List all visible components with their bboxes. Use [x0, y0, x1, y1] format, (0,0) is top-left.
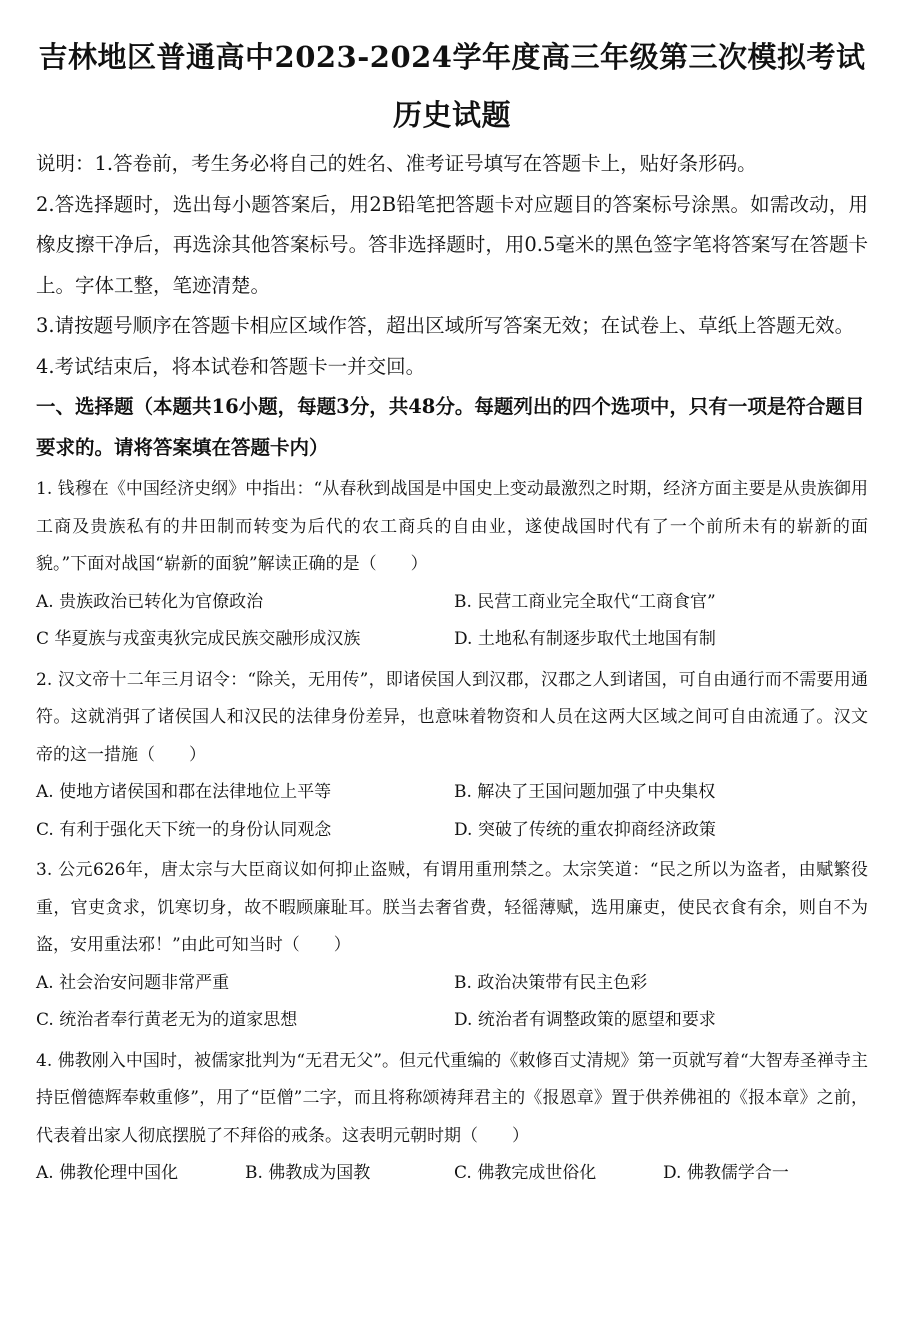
- option-b: B. 民营工商业完全取代“工商食官”: [454, 591, 716, 612]
- question-stem: 4. 佛教刚入中国时，被儒家批判为“无君无父”。但元代重编的《敕修百丈清规》第一页就写着“大智寿圣禅寺主持臣僧德辉奉敕重修”，用了“臣僧”二字，而且将称颂祷拜君主的《报恩章》置于供养佛祖的《报本章》之前，代表着出家人彻底摆脱了不拜俗的戒条。这表明元朝时期（ ）: [36, 1050, 868, 1146]
- options: [36, 1155, 868, 1193]
- option-c: C. 统治者奉行黄老无为的道家思想: [36, 1010, 298, 1030]
- option-a: A. 使地方诸侯国和郡在法律地位上平等: [36, 782, 332, 802]
- instruction-3: 3.请按题号顺序在答题卡相应区域作答，超出区域所写答案无效；在试卷上、草纸上答题无效。: [36, 314, 855, 337]
- instruction-4: 4.考试结束后，将本试卷和答题卡一并交回。: [36, 354, 426, 378]
- exam-title: 吉林地区普通高中2023-2024学年度高三年级第三次模拟考试历史试题: [38, 40, 866, 132]
- option-a: A. 佛教伦理中国化: [36, 1163, 179, 1183]
- question-2: [36, 662, 868, 850]
- instruction-2: 2.答选择题时，选出每小题答案后，用2B铅笔把答题卡对应题目的答案标号涂黑。如需改动，用橡皮擦干净后，再选涂其他答案标号。答非选择题时，用0.5毫米的黑色签字笔将答案写在答题卡上。字体工整，笔迹清楚。: [36, 192, 868, 297]
- option-d: D. 突破了传统的重农抑商经济政策: [454, 819, 716, 840]
- option-c: C 华夏族与戎蛮夷狄完成民族交融形成汉族: [36, 629, 361, 649]
- option-b: B. 政治决策带有民主色彩: [454, 972, 648, 993]
- options: [36, 965, 868, 1040]
- instructions: [36, 144, 868, 387]
- instruction-1: 说明：1.答卷前，考生务必将自己的姓名、准考证号填写在答题卡上，贴好条形码。: [36, 152, 757, 175]
- option-d: D. 统治者有调整政策的愿望和要求: [454, 1010, 716, 1030]
- option-a: A. 贵族政治已转化为官僚政治: [36, 591, 264, 612]
- option-d: D. 土地私有制逐步取代土地国有制: [454, 629, 716, 649]
- option-a: A. 社会治安问题非常严重: [36, 972, 230, 993]
- option-b: B. 解决了王国问题加强了中央集权: [454, 782, 716, 802]
- question-1: [36, 471, 868, 659]
- question-4: [36, 1043, 868, 1193]
- question-stem: 3. 公元626年，唐太宗与大臣商议如何抑止盗贼，有谓用重刑禁之。太宗笑道：“民之所以为盗者，由赋繁役重，官吏贪求，饥寒切身，故不暇顾廉耻耳。朕当去奢省费，轻徭薄赋，选用廉吏，使民衣食有余，则自不为盗，安用重法邪！”由此可知当时（ ）: [36, 860, 868, 955]
- section-heading: 一、选择题（本题共16小题，每题3分，共48分。每题列出的四个选项中，只有一项是符合题目要求的。请将答案填在答题卡内）: [36, 395, 865, 459]
- question-stem: 1. 钱穆在《中国经济史纲》中指出：“从春秋到战国是中国史上变动最激烈之时期，经济方面主要是从贵族御用工商及贵族私有的井田制而转变为后代的农工商兵的自由业，遂使战国时代有了一个前所未有的崭新的面貌。”下面对战国“崭新的面貌”解读正确的是（ ）: [36, 479, 868, 574]
- options: [36, 584, 868, 659]
- option-c: C. 佛教完成世俗化: [454, 1163, 597, 1183]
- option-d: D. 佛教儒学合一: [663, 1163, 789, 1183]
- question-stem: 2. 汉文帝十二年三月诏令：“除关，无用传”，即诸侯国人到汉郡，汉郡之人到诸国，可自由通行而不需要用通符。这就消弭了诸侯国人和汉民的法律身份差异，也意味着物资和人员在这两大区域之间可自由流通了。汉文帝的这一措施（ ）: [36, 669, 868, 765]
- options: [36, 774, 868, 849]
- option-b: B. 佛教成为国教: [245, 1163, 371, 1183]
- option-c: C. 有利于强化天下统一的身份认同观念: [36, 819, 332, 840]
- question-3: [36, 852, 868, 1040]
